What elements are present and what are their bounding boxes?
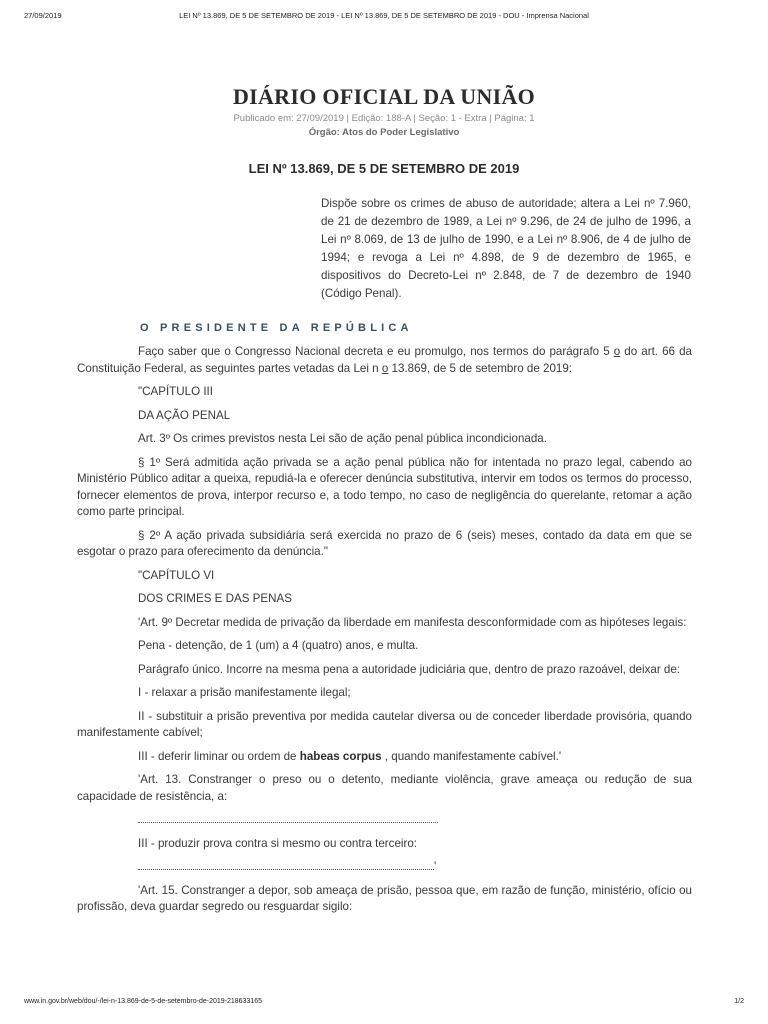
president-heading: O PRESIDENTE DA REPÚBLICA (140, 322, 413, 334)
item-1: I - relaxar a prisão manifestamente ilegal; (138, 686, 351, 699)
article-15: 'Art. 15. Constranger a depor, sob ameaça de prisão, pessoa que, em razão de função, ministério, ofício ou profissão, deva guardar segredo ou resguardar sigilo: (77, 883, 692, 913)
print-page-title: LEI Nº 13.869, DE 5 DE SETEMBRO DE 2019 - LEI Nº 13.869, DE 5 DE SETEMBRO DE 2019 - DOU - Imprensa Nacional (179, 11, 589, 20)
paragraph-2: § 2º A ação privada subsidiária será exercida no prazo de 6 (seis) meses, contado da data em que se esgotar o prazo para oferecimento da denúncia." (77, 528, 692, 558)
chapter-heading: "CAPÍTULO VI (138, 568, 215, 582)
law-summary: Dispõe sobre os crimes de abuso de autoridade; altera a Lei nº 7.960, de 21 de dezembro de 1989, a Lei nº 9.296, de 24 de julho de 1996, a Lei nº 8.069, de 13 de julho de 1990, e a Lei nº 8.906, de 4 de julho de 1994; e revoga a Lei nº 4.898, de 9 de dezembro de 1965, e dispositivos do Decreto-Lei nº 2.848, de 7 de dezembro de 1940 (Código Penal). (321, 197, 691, 300)
sole-paragraph: Parágrafo único. Incorre na mesma pena a autoridade judiciária que, dentro de prazo razoável, deixar de: (138, 662, 681, 676)
law-body (77, 344, 692, 923)
page-number: 1/2 (734, 998, 744, 1005)
penalty: Pena - detenção, de 1 (um) a 4 (quatro) anos, e multa. (138, 639, 419, 652)
article-9: 'Art. 9º Decretar medida de privação da liberdade em manifesta desconformidade com as hipóteses legais: (138, 615, 687, 629)
item-2: II - substituir a prisão preventiva por medida cautelar diversa ou de conceder liberdade provisória, quando manifestamente cabível; (77, 709, 692, 739)
publication-info: Publicado em: 27/09/2019 | Edição: 188-A | Seção: 1 - Extra | Página: 1 (233, 113, 535, 124)
item-3: III - deferir liminar ou ordem de habeas corpus , quando manifestamente cabível.' (138, 749, 562, 763)
chapter-subheading: DOS CRIMES E DAS PENAS (138, 592, 292, 605)
newspaper-title: DIÁRIO OFICIAL DA UNIÃO (232, 84, 536, 109)
print-footer (24, 998, 744, 1010)
omission-dots (77, 812, 692, 829)
article-13: 'Art. 13. Constranger o preso ou o detento, mediante violência, grave ameaça ou redução de sua capacidade de resistência, a: (77, 773, 692, 803)
page-url: www.in.gov.br/web/dou/-/lei-n-13.869-de-5-de-setembro-de-2019-218633165 (24, 998, 263, 1005)
print-header (24, 11, 744, 23)
article-13-item-3: III - produzir prova contra si mesmo ou contra terceiro: (138, 836, 418, 850)
chapter-subheading: DA AÇÃO PENAL (138, 408, 231, 422)
preamble-paragraph: Faço saber que o Congresso Nacional decreta e eu promulgo, nos termos do parágrafo 5 o do art. 66 da Constituição Federal, as seguintes partes vetadas da Lei n o 13.869, de 5 de setembro de 2019: (77, 345, 692, 375)
orgao-label: Órgão: Atos do Poder Legislativo (308, 127, 460, 138)
omission-dots: ' (77, 859, 692, 876)
law-title: LEI Nº 13.869, DE 5 DE SETEMBRO DE 2019 (248, 161, 520, 176)
paragraph-1: § 1º Será admitida ação privada se a ação penal pública não for intentada no prazo legal, cabendo ao Ministério Público aditar a queixa, repudiá-la e oferecer denúncia substitutiva, intervir em todos os termos do processo, fornecer elementos de prova, interpor recurso e, a todo tempo, no caso de negligência do querelante, retomar a ação como parte principal. (77, 455, 692, 518)
print-date: 27/09/2019 (24, 11, 62, 20)
article-3: Art. 3º Os crimes previstos nesta Lei são de ação penal pública incondicionada. (138, 432, 547, 445)
chapter-heading: "CAPÍTULO III (138, 385, 213, 398)
